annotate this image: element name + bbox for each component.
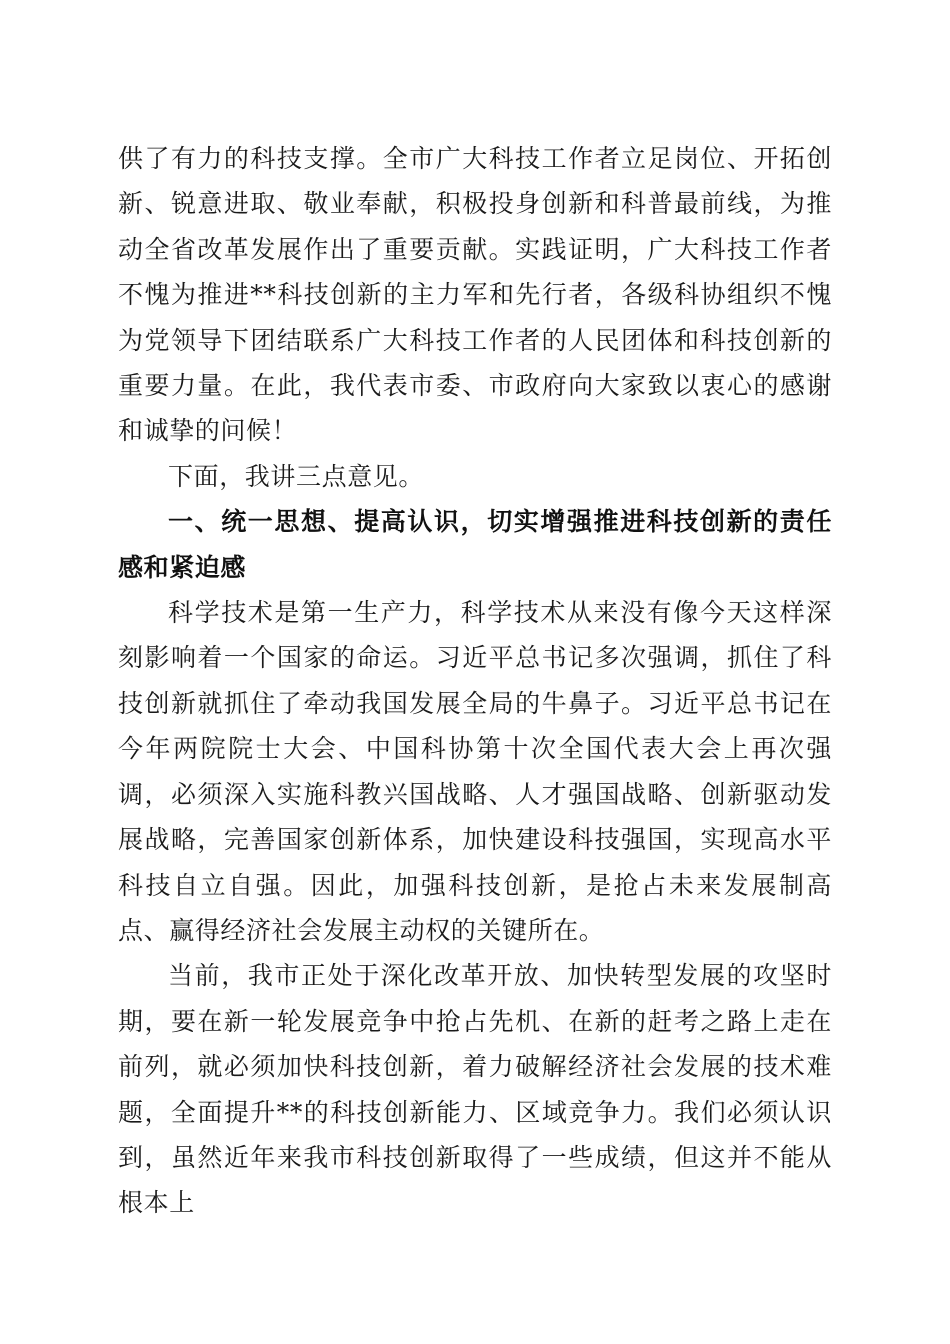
section-heading-1: 一、统一思想、提高认识，切实增强推进科技创新的责任感和紧迫感 — [118, 507, 832, 582]
paragraph-body: 科学技术是第一生产力，科学技术从来没有像今天这样深刻影响着一个国家的命运。习近平总书记多次强调，抓住了科技创新就抓住了牵动我国发展全局的牛鼻子。习近平总书记在今年两院院士大会、中国科协第十次全国代表大会上再次强调，必须深入实施科教兴国战略、人才强国战略、创新驱动发展战略，完善国家创新体系，加快建设科技强国，实现高水平科技自立自强。因此，加强科技创新，是抢占未来发展制高点、赢得经济社会发展主动权的关键所在。 — [118, 598, 832, 945]
document-body — [118, 136, 832, 1226]
paragraph-intro: 下面，我讲三点意见。 — [168, 461, 425, 491]
paragraph-continuation: 供了有力的科技支撑。全市广大科技工作者立足岗位、开拓创新、锐意进取、敬业奉献，积极投身创新和科普最前线，为推动全省改革发展作出了重要贡献。实践证明，广大科技工作者不愧为推进**科技创新的主力军和先行者，各级科协组织不愧为党领导下团结联系广大科技工作者的人民团体和科技创新的重要力量。在此，我代表市委、市政府向大家致以衷心的感谢和诚挚的问候！ — [118, 144, 832, 446]
paragraph-body: 当前，我市正处于深化改革开放、加快转型发展的攻坚时期，要在新一轮发展竞争中抢占先机、在新的赶考之路上走在前列，就必须加快科技创新，着力破解经济社会发展的技术难题，全面提升**的科技创新能力、区域竞争力。我们必须认识到，虽然近年来我市科技创新取得了一些成绩，但这并不能从根本上 — [118, 961, 832, 1218]
